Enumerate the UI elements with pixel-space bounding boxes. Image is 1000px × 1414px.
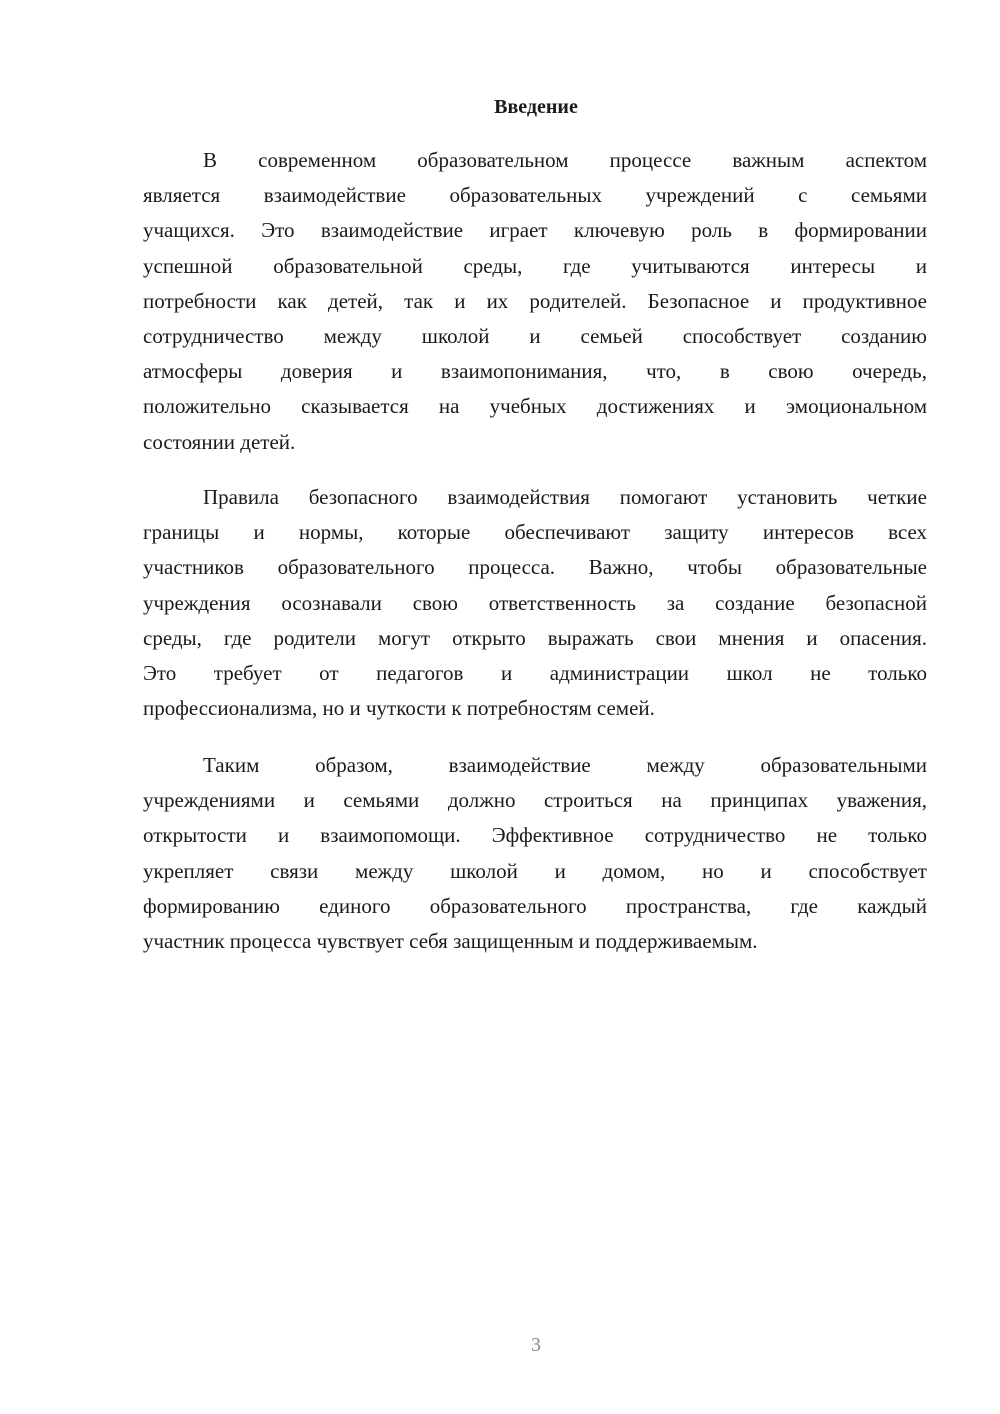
- text-line: является взаимодействие образовательных учреждений с семьями: [143, 183, 927, 208]
- page-number: 3: [531, 1334, 541, 1356]
- text-line: сотрудничество между школой и семьей способствует созданию: [143, 323, 927, 348]
- text-line: границы и нормы, которые обеспечивают защиту интересов всех: [143, 520, 927, 545]
- paragraph-1: [143, 143, 927, 460]
- text-line: профессионализма, но и чуткости к потребностям семей.: [143, 696, 655, 721]
- paragraph-2: [143, 480, 927, 726]
- page-heading: Введение: [494, 96, 578, 118]
- text-line: состоянии детей.: [143, 429, 296, 454]
- text-line: Это требует от педагогов и администрации школ не только: [143, 660, 927, 685]
- text-line: участников образовательного процесса. Важно, чтобы образовательные: [143, 555, 927, 580]
- text-line: открытости и взаимопомощи. Эффективное сотрудничество не только: [143, 823, 927, 848]
- text-line: учащихся. Это взаимодействие играет ключевую роль в формировании: [143, 218, 927, 243]
- paragraph-3: [143, 748, 927, 959]
- text-line: укрепляет связи между школой и домом, но и способствует: [143, 858, 927, 883]
- text-line: В современном образовательном процессе важным аспектом: [203, 148, 927, 172]
- text-line: атмосферы доверия и взаимопонимания, что, в свою очередь,: [143, 359, 927, 384]
- text-line: положительно сказывается на учебных достижениях и эмоциональном: [143, 394, 927, 419]
- text-line: успешной образовательной среды, где учитываются интересы и: [143, 253, 927, 278]
- text-line: формированию единого образовательного пространства, где каждый: [143, 893, 927, 918]
- text-line: учреждения осознавали свою ответственность за создание безопасной: [143, 590, 927, 615]
- text-line: участник процесса чувствует себя защищенным и поддерживаемым.: [143, 928, 758, 953]
- text-line: учреждениями и семьями должно строиться на принципах уважения,: [143, 788, 927, 813]
- text-line: Правила безопасного взаимодействия помогают установить четкие: [203, 485, 927, 509]
- text-line: среды, где родители могут открыто выражать свои мнения и опасения.: [143, 625, 927, 650]
- text-line: потребности как детей, так и их родителей. Безопасное и продуктивное: [143, 288, 927, 313]
- text-line: Таким образом, взаимодействие между образовательными: [203, 753, 927, 777]
